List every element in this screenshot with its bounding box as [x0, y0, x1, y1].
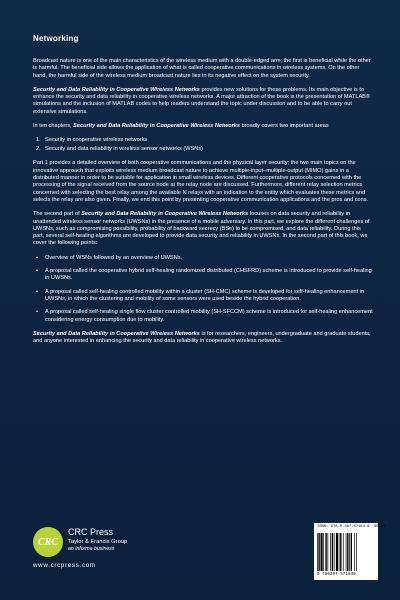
book-title-ref: Security and Data Reliability in Cooperative Wireless Networks — [33, 330, 200, 337]
list-item — [36, 137, 373, 144]
paragraph-text: In ten chapters, — [33, 123, 74, 130]
book-title-ref: Security and Data Reliability in Cooperative Wireless Networks — [73, 123, 241, 130]
list-item — [36, 146, 373, 153]
blurb — [33, 58, 373, 352]
paragraph-text: is for researchers, engineers, undergraduate and graduate students, and anyone interested in enhancing the security and data reliability in cooperative wireless networks. — [33, 330, 371, 345]
points-list — [33, 255, 373, 324]
paragraph-intro: Broadcast nature is one of the main characteristics of the wireless medium with a double-edged arm; the first is beneficial while the other is harmful. The beneficial side allows the application of what is called cooperative communications in wireless systems. On the other hand, the harmful side of the wireless medium broadcast nature lies in its negative effect on the system security. — [33, 58, 371, 79]
barcode-number: 9 780367 571849 — [317, 572, 356, 577]
isbn-barcode — [314, 523, 386, 580]
list-item: • A proposal called self-healing controlled mobility within a cluster (SH-CMC) scheme is developed for self-healing enhancement in UWSNs, in which the clustering and mobility of some sensors were used beside the hybrid cooperation. — [45, 289, 373, 304]
publisher-group: Taylor & Francis Group — [68, 539, 128, 545]
paragraph-audience — [33, 331, 373, 346]
publisher-url: www.crcpress.com — [33, 562, 96, 569]
book-title-ref: Security and Data Reliability in Cooperative Wireless Networks — [81, 211, 249, 218]
publisher-tagline: an informa business — [68, 546, 115, 552]
areas-list — [33, 137, 373, 153]
list-number: 2. — [36, 146, 41, 153]
isbn-text — [317, 525, 385, 529]
publisher-block — [33, 525, 213, 585]
list-item: • A proposal called self-healing single flow cluster controlled mobility (SH-SFCCM) scheme is introduced for self-healing enhancement considering energy consumption due to mobility. — [45, 309, 373, 324]
publisher-name: CRC Press — [68, 527, 114, 537]
paragraph-text: The second part of — [33, 211, 82, 218]
paragraph-part-one: Part 1 provides a detailed overview of both cooperative communications and the physical layer security; the two main topics on the innovative approach that exploits wireless medium broadcast nature to achieve multiple-input–multiple-output (MIMO) gains in a distributed manner in order to be suitable for application in small wireless devices. Different cooperative protocols concerned with the processing of the signal received from the source node at the relay node are discussed. Furthermore, different relay selection metrics concerned with selecting the best relay among the available N relays with an indication to the entity which evaluates these metrics and selects the relay are also given. Finally, we end this point by presenting cooperative communication applications and the pros and cons. — [33, 160, 369, 203]
category-label: Networking — [33, 34, 79, 43]
list-item: • A proposal called the cooperative hybrid self-healing randomized distributed (CHSFRD) scheme is introduced to provide self-healing in UWSNs. — [45, 268, 373, 283]
list-text: Security and data reliability in wireless sensor networks (WSNs) — [45, 146, 203, 153]
paragraph-part-two — [33, 211, 373, 247]
paragraph-solutions — [33, 87, 373, 116]
paragraph-chapters — [33, 123, 373, 130]
isbn-value: ISBN: 978-0-367-57184-9 — [317, 525, 370, 529]
logo-text: CRC — [37, 536, 58, 548]
isbn-code: 90000 — [373, 525, 386, 529]
crc-logo-icon — [33, 527, 63, 557]
book-title-ref: Security and Data Reliability in Cooperative Wireless Networks — [33, 86, 200, 93]
paragraph-text: broadly covers two important areas — [240, 123, 329, 130]
list-number: 1. — [36, 137, 41, 144]
barcode-bars-icon — [316, 533, 376, 571]
list-item: • Overview of WSNs followed by an overview of UWSNs. — [45, 255, 373, 262]
paragraph-text: focuses on data security and reliability in unattended wireless sensor networks (UWSNs) in the presence of a mobile adversary. In this part, we explore the different challenges of UWSNs, such as compromising possibility, probability of backward secrecy (BSe) to be compromised, and data reliability. During this part, several self-healing algorithms are developed to provide data security and reliability in UWSNs. In the second part of this book, we cover the following points: — [33, 211, 370, 247]
paragraph-text: provides new solutions for these problems. Its main objective is to enhance the security and data reliability in cooperative wireless networks. A major attraction of the book is the presentation of MATLAB® simulations and the inclusion of MATLAB codes to help readers understand the topic under discussion and to be able to carry out extensive simulations. — [33, 86, 371, 115]
list-text: Security in cooperative wireless networks — [45, 137, 148, 144]
